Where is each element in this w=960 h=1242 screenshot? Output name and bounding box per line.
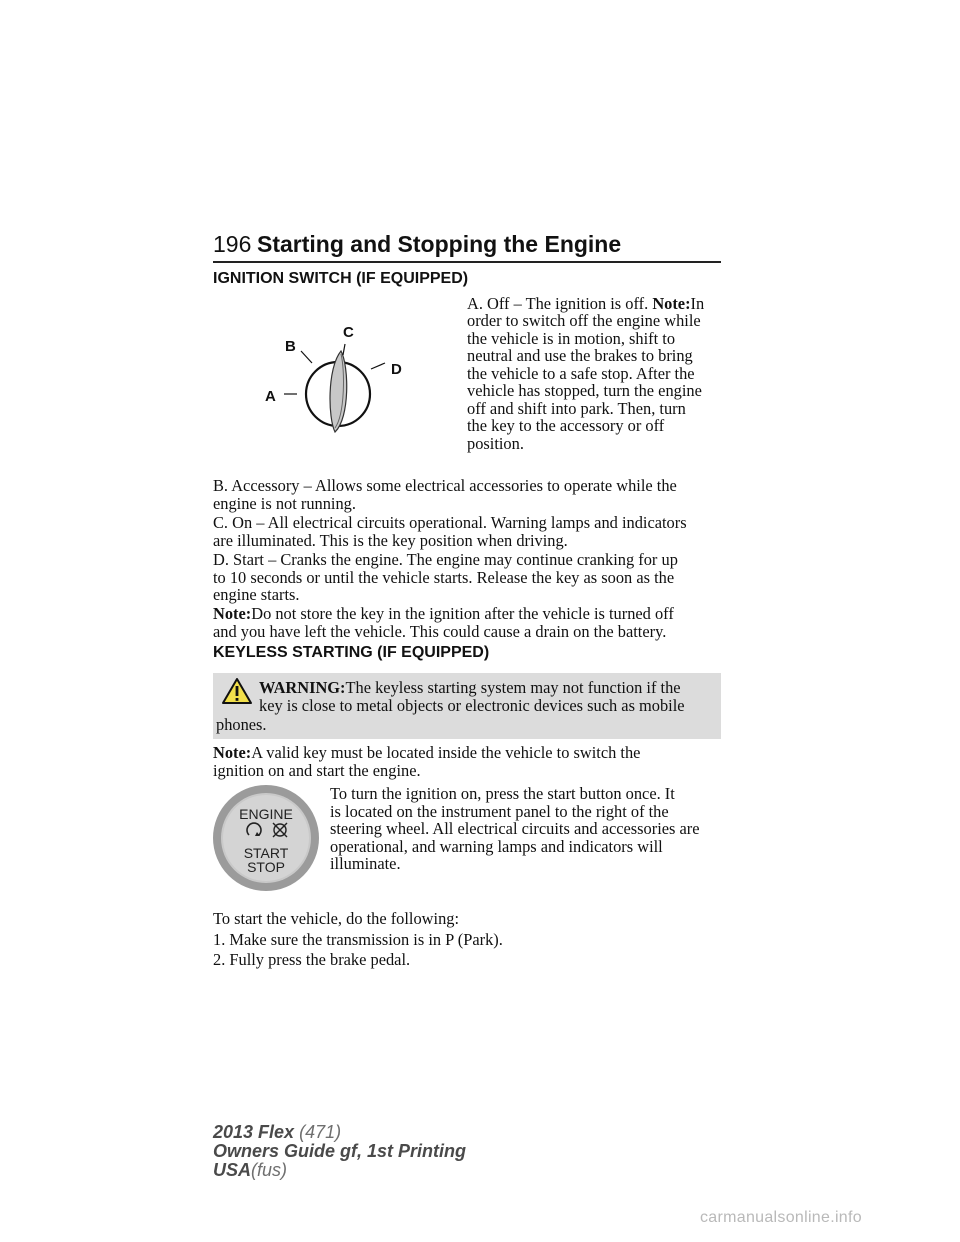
step-2: 2. Fully press the brake pedal.: [213, 950, 411, 969]
footer-model: 2013 Flex (471): [213, 1122, 342, 1142]
warning-text: WARNING:The keyless starting system may not function if the key is close to metal objects or electronic devices such as mobile: [259, 678, 685, 715]
start-intro: To start the vehicle, do the following:: [213, 909, 460, 928]
start-label: START: [243, 845, 289, 861]
label-c: C: [343, 324, 354, 341]
item-c-text: C. On – All electrical circuits operational. Warning lamps and indicators are illuminated. This is the key position when driving.: [213, 513, 687, 550]
item-a-first-line: A. Off – The ignition is off. Note:In: [467, 294, 705, 313]
ignition-switch-diagram: [255, 318, 415, 438]
label-b: B: [285, 338, 296, 355]
item-b-text: B. Accessory – Allows some electrical accessories to operate while the engine is not running.: [213, 476, 677, 513]
footer-guide: Owners Guide gf, 1st Printing: [213, 1141, 467, 1161]
engine-label: ENGINE: [239, 806, 293, 822]
engine-start-stop-button: [211, 783, 321, 893]
ignition-note: Note:Do not store the key in the ignition after the vehicle is turned off and you have left the vehicle. This could cause a drain on the battery.: [213, 604, 674, 641]
page-number: 196: [213, 231, 252, 257]
step-1: 1. Make sure the transmission is in P (Park).: [213, 930, 503, 949]
item-d-text: D. Start – Cranks the engine. The engine may continue cranking for up to 10 seconds or until the vehicle starts. Release the key as soon as the engine starts.: [213, 550, 678, 604]
turn-on-text: To turn the ignition on, press the start button once. It is located on the instrument panel to the right of the steering wheel. All electrical circuits and accessories are operational, and warning lamps and indicators will illuminate.: [330, 784, 700, 873]
warning-text-last-line: phones.: [216, 715, 267, 734]
keyless-heading: KEYLESS STARTING (IF EQUIPPED): [213, 644, 490, 661]
item-a-note-label: Note:: [652, 294, 691, 313]
ignition-heading: IGNITION SWITCH (IF EQUIPPED): [213, 270, 469, 287]
stop-label: STOP: [247, 859, 285, 875]
keyless-note: Note:A valid key must be located inside the vehicle to switch the ignition on and start the engine.: [213, 743, 641, 780]
footer-region: USA(fus): [213, 1160, 288, 1180]
item-a-label: A. Off – The ignition is off.: [467, 294, 649, 313]
label-d: D: [391, 361, 402, 378]
watermark: carmanualsonline.info: [700, 1209, 862, 1226]
warning-label: WARNING:: [259, 678, 346, 697]
header-rule: [213, 261, 721, 263]
item-a-text: order to switch off the engine while the vehicle is in motion, shift to neutral and use the brakes to bring the vehicle to a safe stop. After the vehicle has stopped, turn the engine off and shift into park. Then, turn the key to the accessory or off position.: [467, 311, 702, 453]
label-a: A: [265, 388, 276, 405]
warning-triangle-icon: [221, 677, 253, 705]
section-title: Starting and Stopping the Engine: [257, 231, 622, 257]
